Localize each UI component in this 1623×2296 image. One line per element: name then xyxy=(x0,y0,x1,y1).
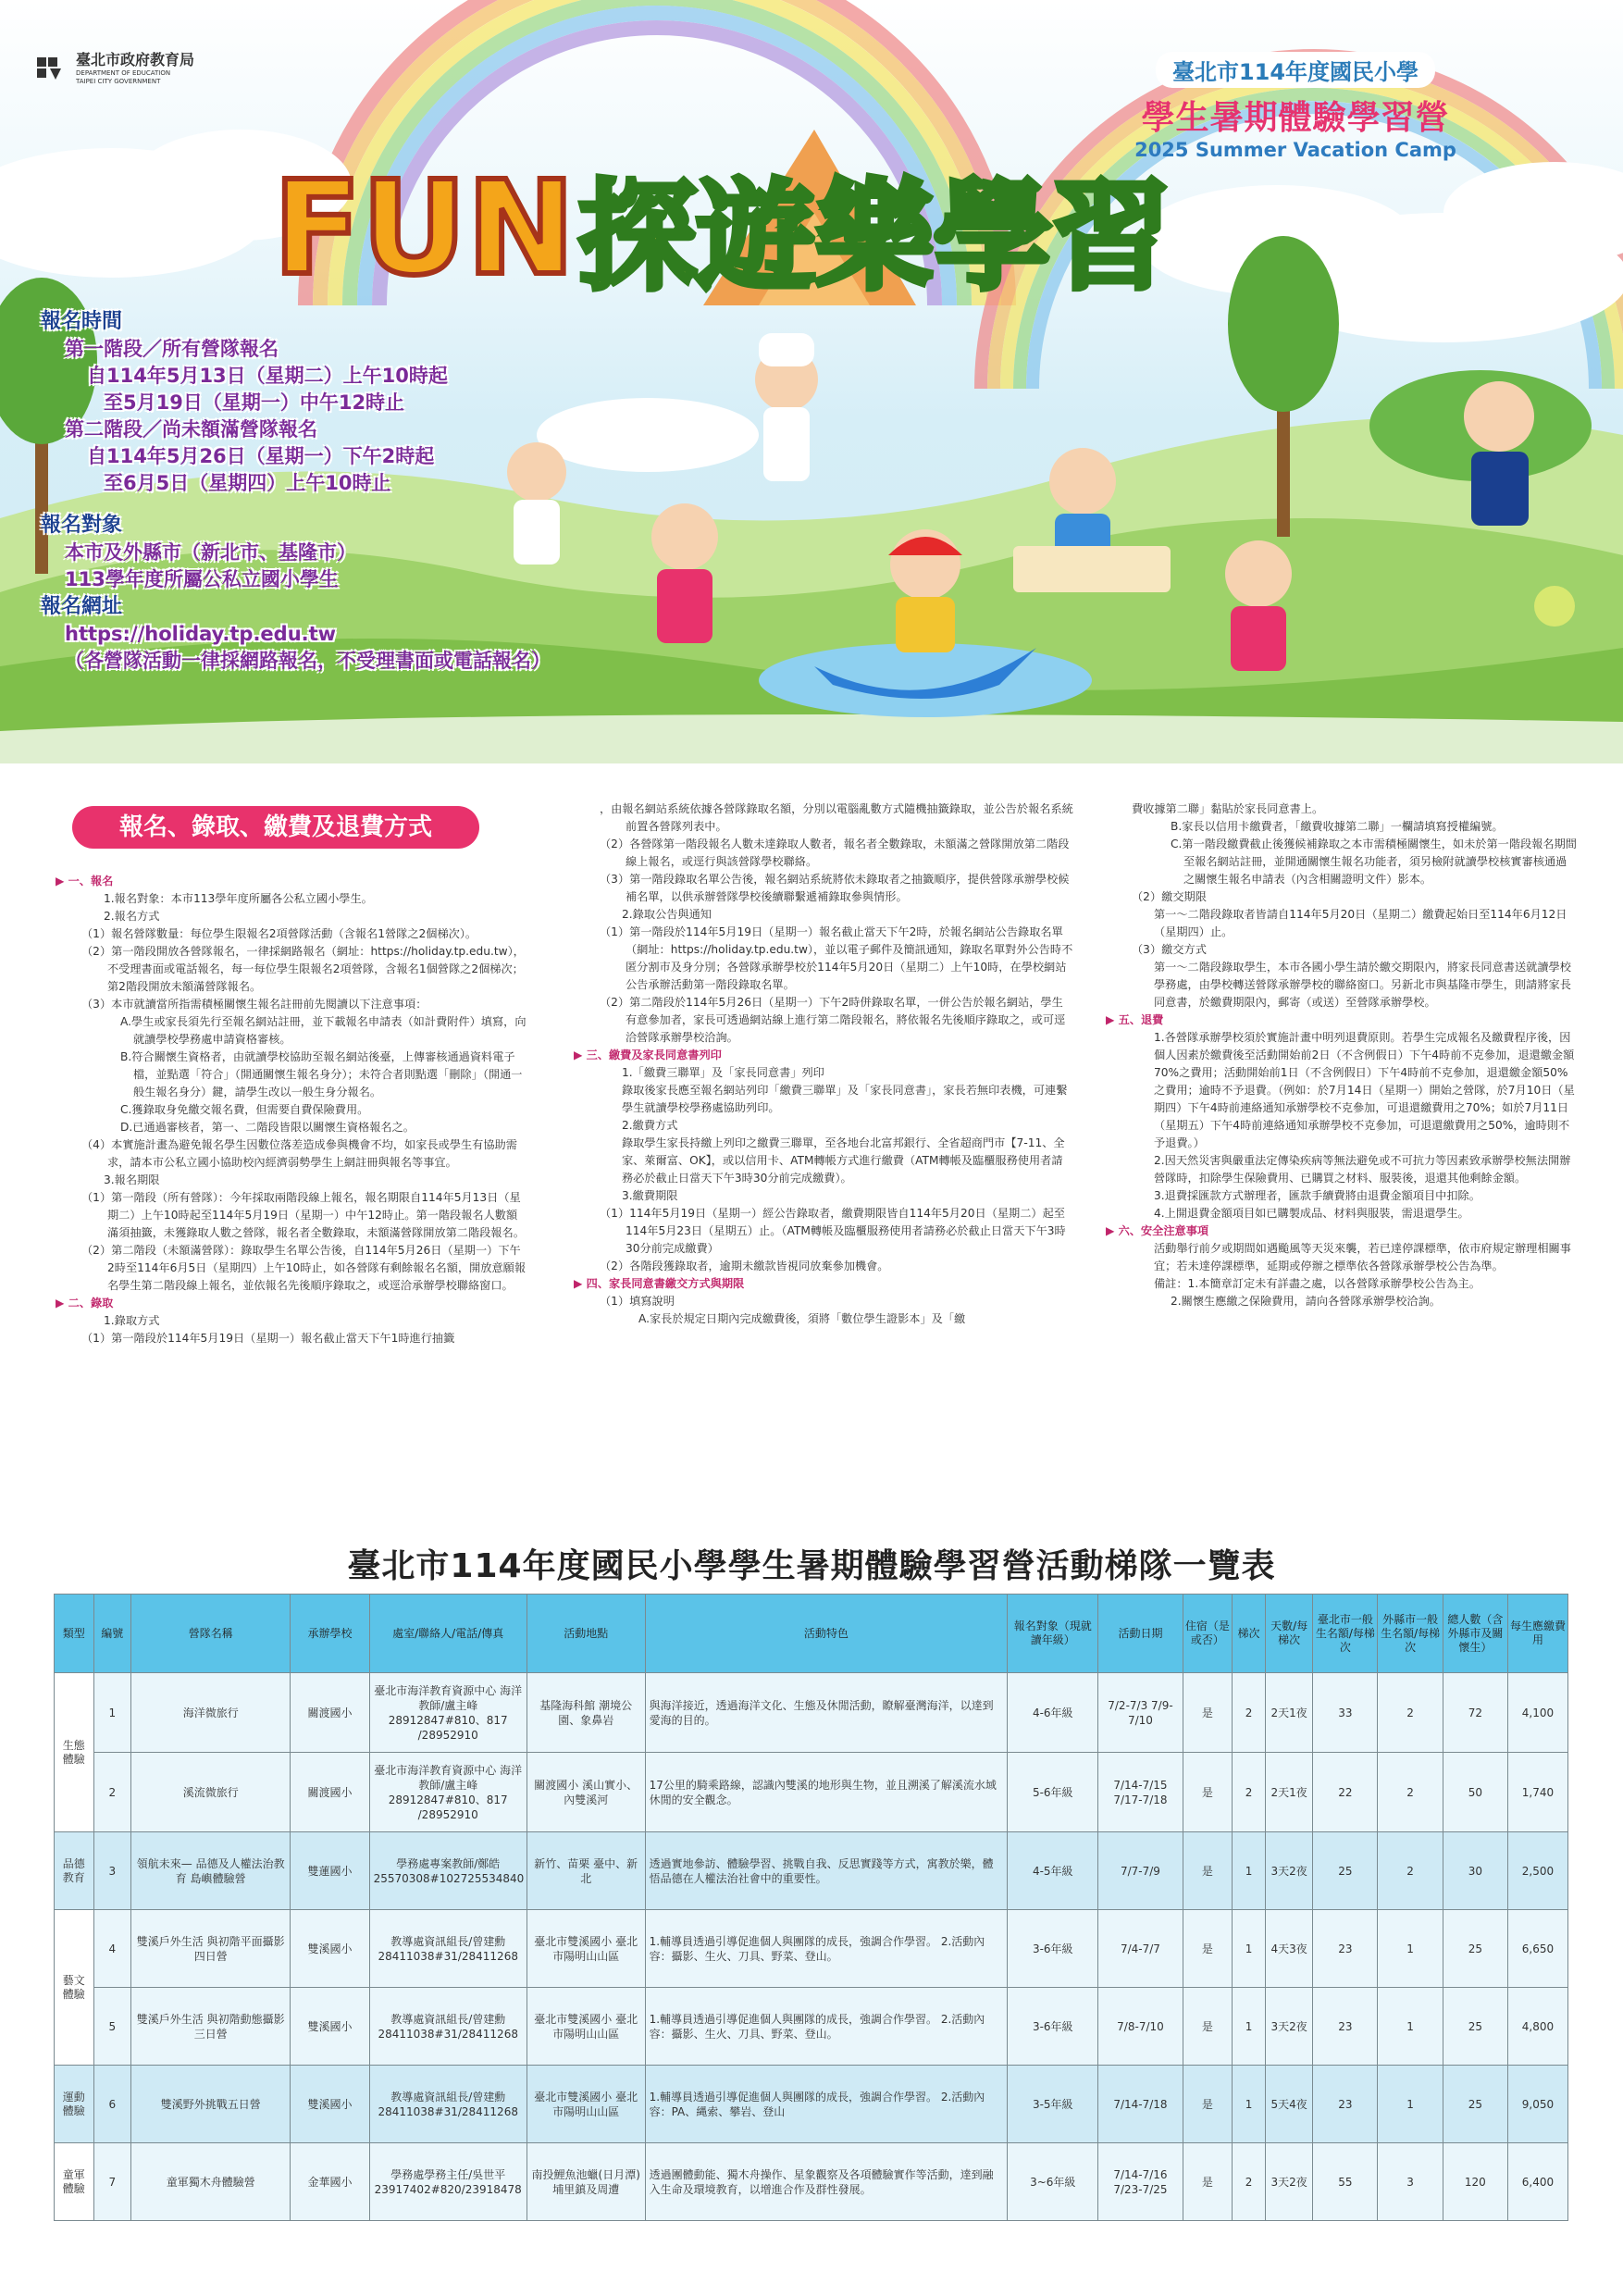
table-header-cell: 住宿（是或否） xyxy=(1183,1595,1232,1673)
rules-paragraph: 2.錄取公告與通知 xyxy=(622,908,712,921)
cell-grade: 4-5年級 xyxy=(1008,1832,1098,1910)
rules-paragraph: （1）填寫說明 xyxy=(600,1295,675,1308)
cell-no: 6 xyxy=(93,2066,130,2143)
registration-url-note: （各營隊活動一律採網路報名，不受理書面或電話報名） xyxy=(65,650,551,672)
cell-contact: 教導處資訊組長/曾建勳 28411038#31/28411268 xyxy=(369,1988,527,2066)
category-cell: 運動體驗 xyxy=(55,2066,94,2143)
cell-contact: 教導處資訊組長/曾建勳 28411038#31/28411268 xyxy=(369,2066,527,2143)
headline-rest: 探遊樂學習 xyxy=(578,168,1171,306)
cell-stay: 是 xyxy=(1183,1832,1232,1910)
cell-no: 2 xyxy=(93,1753,130,1832)
cell-school: 關渡國小 xyxy=(291,1673,369,1753)
cell-stay: 是 xyxy=(1183,1910,1232,1988)
cell-grade: 3-6年級 xyxy=(1008,1988,1098,2066)
registration-url[interactable]: https://holiday.tp.edu.tw xyxy=(65,623,337,645)
cell-days: 3天2夜 xyxy=(1266,1832,1313,1910)
cell-other: 1 xyxy=(1378,1988,1443,2066)
rules-paragraph: A.家長於規定日期內完成繳費後，須將「數位學生證影本」及「繳 xyxy=(638,1312,966,1325)
cell-total: 25 xyxy=(1443,2066,1507,2143)
rules-paragraph: B.家長以信用卡繳費者，「繳費收據第二聯」一欄請填寫授權編號。 xyxy=(1171,820,1504,833)
agency-emblem-icon xyxy=(35,52,67,83)
rules-paragraph: 3.退費採匯款方式辦理者，匯款手續費將由退費金額項目中扣除。 xyxy=(1154,1189,1481,1202)
cell-name: 雙溪戶外生活 與初階平面攝影四日營 xyxy=(131,1910,291,1988)
cell-tp: 23 xyxy=(1313,1910,1378,1988)
cell-sessions: 2 xyxy=(1232,2143,1265,2221)
cell-school: 金華國小 xyxy=(291,2143,369,2221)
headline-fun: FUN xyxy=(273,154,576,304)
table-row xyxy=(55,1910,1568,1988)
rules-paragraph: 2.因天然災害與嚴重法定傳染疾病等無法避免或不可抗力等因素致承辦學校無法開辦營隊時，扣除學生保險費用、已購買之材料、服裝後，退還其他剩餘金額。 xyxy=(1154,1154,1571,1185)
registration-target-heading: 報名對象 xyxy=(41,514,123,537)
camp-table-section xyxy=(0,1527,1623,2296)
stage1-to: 至5月19日（星期一）中午12時止 xyxy=(104,391,405,414)
cell-grade: 3-5年級 xyxy=(1008,2066,1098,2143)
cell-total: 120 xyxy=(1443,2143,1507,2221)
cell-other: 2 xyxy=(1378,1673,1443,1753)
agency-name-en-2: TAIPEI CITY GOVERNMENT xyxy=(76,78,161,85)
registration-url-heading: 報名網址 xyxy=(41,595,123,618)
cell-contact: 臺北市海洋教育資源中心 海洋教師/盧主峰 28912847#810、817 /28952910 xyxy=(369,1753,527,1832)
cell-dates: 7/8-7/10 xyxy=(1098,1988,1183,2066)
rules-section-heading: ▶ 五、退費 xyxy=(1106,1013,1164,1026)
rules-section-heading: ▶ 一、報名 xyxy=(56,875,114,887)
cell-total: 72 xyxy=(1443,1673,1507,1753)
rules-paragraph: （2）各營隊第一階段報名人數未達錄取人數者，報名者全數錄取，未額滿之營隊開放第二階段線上報名，或逕行與該營隊學校聯絡。 xyxy=(600,838,1070,868)
agency-logo xyxy=(35,48,194,86)
table-row xyxy=(55,1988,1568,2066)
rules-paragraph: （3）本市就讀當所指需積極關懷生報名註冊前先閱讀以下注意事項： xyxy=(81,998,427,1011)
hero-banner xyxy=(0,0,1623,763)
cell-contact: 臺北市海洋教育資源中心 海洋教師/盧主峰 28912847#810、817 /28952910 xyxy=(369,1673,527,1753)
cell-dates: 7/7-7/9 xyxy=(1098,1832,1183,1910)
rules-paragraph: 2.關懷生應繳之保險費用，請向各營隊承辦學校洽詢。 xyxy=(1171,1295,1441,1308)
cell-place: 臺北市雙溪國小 臺北市陽明山山區 xyxy=(527,1910,645,1988)
rules-paragraph: 第一～二階段錄取者皆請自114年5月20日（星期二）繳費起始日至114年6月12日（星期四）止。 xyxy=(1154,908,1567,938)
cell-place: 臺北市雙溪國小 臺北市陽明山山區 xyxy=(527,2066,645,2143)
cell-school: 雙溪國小 xyxy=(291,1988,369,2066)
rules-section-heading: ▶ 六、安全注意事項 xyxy=(1106,1224,1209,1237)
category-cell: 藝文體驗 xyxy=(55,1910,94,2066)
agency-name: 臺北市政府教育局 xyxy=(76,51,195,68)
table-header-cell: 活動日期 xyxy=(1098,1595,1183,1673)
cell-contact: 學務處學務主任/吳世平 23917402#820/23918478 xyxy=(369,2143,527,2221)
rules-paragraph: B.符合關懷生資格者，由就讀學校協助至報名網站後臺，上傳審核通過資料電子檔，並點選「符合」（開通關懷生報名身分）；未符合者則點選「刪除」（開通一般生報名身分）鍵，請學生改以一般生身分報名。 xyxy=(120,1050,523,1098)
cell-total: 25 xyxy=(1443,1910,1507,1988)
rules-paragraph: （1）第一階段於114年5月19日（星期一）報名截止當天下午1時進行抽籤 xyxy=(81,1332,455,1345)
category-cell: 品德教育 xyxy=(55,1832,94,1910)
cell-days: 5天4夜 xyxy=(1266,2066,1313,2143)
cell-name: 童軍獨木舟體驗營 xyxy=(131,2143,291,2221)
rules-paragraph: （1）114年5月19日（星期一）經公告錄取者，繳費期限皆自114年5月20日（星期二）起至114年5月23日（星期五）止。（ATM轉帳及臨櫃服務使用者請務必於截止日當天下午3時30分前完成繳費） xyxy=(600,1207,1066,1255)
camp-table xyxy=(54,1594,1568,2221)
rules-paragraph: ，由報名網站系統依據各營隊錄取名額，分別以電腦亂數方式隨機抽籤錄取，並公告於報名系統前置各營隊列表中。 xyxy=(600,802,1073,833)
cell-fee: 9,050 xyxy=(1507,2066,1567,2143)
cell-other: 3 xyxy=(1378,2143,1443,2221)
cell-days: 4天3夜 xyxy=(1266,1910,1313,1988)
cell-feature: 1.輔導員透過引導促進個人與團隊的成長，強調合作學習。 2.活動內容：攝影、生火、刀具、野菜、登山。 xyxy=(645,1988,1008,2066)
cell-name: 雙溪戶外生活 與初階動態攝影三日營 xyxy=(131,1988,291,2066)
cell-name: 雙溪野外挑戰五日營 xyxy=(131,2066,291,2143)
rules-paragraph: 費收據第二聯」黏貼於家長同意書上。 xyxy=(1132,802,1324,815)
rules-section xyxy=(0,763,1623,1522)
rules-paragraph: 1.錄取方式 xyxy=(104,1314,160,1327)
rules-paragraph: 錄取學生家長持繳上列印之繳費三聯單，至各地台北富邦銀行、全省超商門市【7-11、全家、萊爾富、OK】，或以信用卡、ATM轉帳方式進行繳費（ATM轉帳及臨櫃服務使用者請務必於截止日當天下午3時30分前完成繳費）。 xyxy=(622,1136,1065,1185)
agency-name-en-1: DEPARTMENT OF EDUCATION xyxy=(76,69,171,77)
rules-paragraph: 備註：1.本簡章訂定未有詳盡之處，以各營隊承辦學校公告為主。 xyxy=(1154,1277,1481,1290)
rules-paragraph: A.學生或家長須先行至報名網站註冊，並下載報名申請表（如計費附件）填寫，向就讀學校學務處申請資格審核。 xyxy=(120,1015,527,1046)
cell-tp: 55 xyxy=(1313,2143,1378,2221)
stage2-from: 自114年5月26日（星期一）下午2時起 xyxy=(87,445,435,467)
registration-info xyxy=(41,308,551,675)
headline-artwork xyxy=(236,111,1235,324)
cell-sessions: 1 xyxy=(1232,1910,1265,1988)
cell-total: 25 xyxy=(1443,1988,1507,2066)
rules-paragraph: 4.上開退費金額項目如已購製成品、材料與服裝，需退還學生。 xyxy=(1154,1207,1469,1220)
cell-school: 雙蓮國小 xyxy=(291,1832,369,1910)
cell-feature: 透過團體動能、獨木舟操作、星象觀察及各項體驗實作等活動，達到融入生命及環境教育，以增進合作及群性發展。 xyxy=(645,2143,1008,2221)
table-header-cell: 營隊名稱 xyxy=(131,1595,291,1673)
cell-stay: 是 xyxy=(1183,1753,1232,1832)
stage1-from: 自114年5月13日（星期二）上午10時起 xyxy=(87,365,448,387)
cell-dates: 7/4-7/7 xyxy=(1098,1910,1183,1988)
rules-paragraph: （3）第一階段錄取名單公告後，報名網站系統將依未錄取者之抽籤順序，提供營隊承辦學校候補名單，以供承辦營隊學校後續聯繫遞補錄取參與情形。 xyxy=(600,873,1070,903)
cell-no: 4 xyxy=(93,1910,130,1988)
cell-fee: 6,400 xyxy=(1507,2143,1567,2221)
camp-title: 學生暑期體驗學習營 xyxy=(1141,99,1450,137)
rules-paragraph: 2.報名方式 xyxy=(104,910,160,923)
cell-days: 3天2夜 xyxy=(1266,1988,1313,2066)
rules-paragraph: D.已通過審核者，第一、二階段皆限以關懷生資格報名之。 xyxy=(120,1121,415,1134)
cell-fee: 1,740 xyxy=(1507,1753,1567,1832)
table-header-cell: 活動地點 xyxy=(527,1595,645,1673)
rules-paragraph: C.第一階段繳費截止後獲候補錄取之本市需積極關懷生，如未於第一階段報名期間至報名網站註冊，並開通關懷生報名功能者，須另檢附就讀學校核實審核通過之關懷生報名申請表（內含相關證明文件）影本。 xyxy=(1171,838,1577,886)
cell-sessions: 1 xyxy=(1232,1832,1265,1910)
rules-column-1 xyxy=(56,873,527,1347)
rules-section-heading: ▶ 三、繳費及家長同意書列印 xyxy=(574,1049,722,1061)
cell-fee: 2,500 xyxy=(1507,1832,1567,1910)
table-header-cell: 總人數（含外縣市及關懷生） xyxy=(1443,1595,1507,1673)
cell-sessions: 2 xyxy=(1232,1673,1265,1753)
cell-other: 2 xyxy=(1378,1832,1443,1910)
cell-days: 2天1夜 xyxy=(1266,1673,1313,1753)
table-row xyxy=(55,1753,1568,1832)
rules-paragraph: （1）第一階段於114年5月19日（星期一）報名截止當天下午2時，於報名網站公告錄取名單（網址：https://holiday.tp.edu.tw），並以電子郵件及簡訊通知，錄取名單對外公告時不匿分割市及身分別；各營隊承辦學校於114年5月20日（星期二）上午10時，在學校網站公告承辦活動第一階段錄取名單。 xyxy=(600,925,1073,991)
table-header-cell: 活動特色 xyxy=(645,1595,1008,1673)
cell-contact: 教導處資訊組長/曾建勳 28411038#31/28411268 xyxy=(369,1910,527,1988)
cell-name: 溪流微旅行 xyxy=(131,1753,291,1832)
cell-stay: 是 xyxy=(1183,2143,1232,2221)
cell-dates: 7/2-7/3 7/9-7/10 xyxy=(1098,1673,1183,1753)
rules-paragraph: （2）繳交期限 xyxy=(1132,890,1207,903)
rules-paragraph: 1.「繳費三聯單」及「家長同意書」列印 xyxy=(622,1066,824,1079)
cell-grade: 5-6年級 xyxy=(1008,1753,1098,1832)
cell-feature: 1.輔導員透過引導促進個人與團隊的成長，強調合作學習。 2.活動內容：PA、縄索、攀岩、登山 xyxy=(645,2066,1008,2143)
table-header-cell: 處室/聯絡人/電話/傳真 xyxy=(369,1595,527,1673)
table-row xyxy=(55,1673,1568,1753)
rules-paragraph: （2）第二階段於114年5月26日（星期一）下午2時併錄取名單，一併公告於報名網站，學生有意參加者，家長可透過網站線上進行第二階段報名，將依報名先後順序錄取之，或可逕洽營隊承辦學校洽詢。 xyxy=(600,996,1066,1044)
rules-paragraph: （1）報名營隊數量：每位學生限報名2項營隊活動（含報名1營隊之2個梯次）。 xyxy=(81,927,477,940)
cell-fee: 4,100 xyxy=(1507,1673,1567,1753)
cell-other: 1 xyxy=(1378,1910,1443,1988)
cell-other: 2 xyxy=(1378,1753,1443,1832)
cell-school: 關渡國小 xyxy=(291,1753,369,1832)
rules-paragraph: （4）本實施計畫為避免報名學生因數位落差造成參與機會不均，如家長或學生有協助需求，請本市公私立國小協助校內經濟弱勢學生上網註冊與報名等事宜。 xyxy=(81,1138,517,1169)
cell-other: 1 xyxy=(1378,2066,1443,2143)
table-header-cell: 每生應繳費用 xyxy=(1507,1595,1567,1673)
table-row xyxy=(55,1832,1568,1910)
cell-feature: 透過實地參訪、體驗學習、挑戰自我、反思實踐等方式，寓教於樂，體悟品德在人權法治社會中的重要性。 xyxy=(645,1832,1008,1910)
target-line-1: 本市及外縣市（新北市、基隆市） xyxy=(65,541,356,564)
table-header-row xyxy=(55,1595,1568,1673)
cell-total: 50 xyxy=(1443,1753,1507,1832)
rules-paragraph: （2）第二階段（未額滿營隊）：錄取學生名單公告後，自114年5月26日（星期一）下午2時至114年6月5日（星期四）上午10時止，如各營隊有剩餘報名名額，開放意願報名學生第二階段線上報名，並依報名先後順序錄取之，或逕洽承辦學校聯絡窗口。 xyxy=(81,1244,527,1292)
rules-paragraph: 2.繳費方式 xyxy=(622,1119,678,1132)
cell-name: 領航未來— 品德及人權法治教育 島嶼體驗營 xyxy=(131,1832,291,1910)
cell-sessions: 1 xyxy=(1232,2066,1265,2143)
rules-paragraph: （2）各階段獲錄取者，逾期未繳款皆視同放棄參加機會。 xyxy=(600,1260,889,1272)
table-row xyxy=(55,2066,1568,2143)
cell-feature: 17公里的騎乘路線，認識內雙溪的地形與生物，並且溯溪了解溪流水域休閒的安全觀念。 xyxy=(645,1753,1008,1832)
cell-dates: 7/14-7/15 7/17-7/18 xyxy=(1098,1753,1183,1832)
table-header-cell: 類型 xyxy=(55,1595,94,1673)
cell-tp: 22 xyxy=(1313,1753,1378,1832)
cell-fee: 6,650 xyxy=(1507,1910,1567,1988)
cell-sessions: 2 xyxy=(1232,1753,1265,1832)
cell-no: 7 xyxy=(93,2143,130,2221)
table-header-cell: 承辦學校 xyxy=(291,1595,369,1673)
registration-time-heading: 報名時間 xyxy=(41,310,123,333)
cell-grade: 3-6年級 xyxy=(1008,1910,1098,1988)
rules-paragraph: （2）第一階段開放各營隊報名，一律採網路報名（網址：https://holiday.tp.edu.tw），不受理書面或電話報名，每一每位學生限報名2項營隊，含報名1個營隊之2個梯次；第2階段開放未額滿營隊報名。 xyxy=(81,945,525,993)
table-header-cell: 臺北市一般生名額/每梯次 xyxy=(1313,1595,1378,1673)
cell-tp: 33 xyxy=(1313,1673,1378,1753)
rules-column-3 xyxy=(1106,800,1578,1310)
table-header-cell: 編號 xyxy=(93,1595,130,1673)
stage1-title: 第一階段／所有營隊報名 xyxy=(65,338,279,360)
cell-place: 臺北市雙溪國小 臺北市陽明山山區 xyxy=(527,1988,645,2066)
rules-section-heading: ▶ 二、錄取 xyxy=(56,1297,114,1309)
stage2-title: 第二階段／尚未額滿營隊報名 xyxy=(65,418,317,441)
rules-heading-pill: 報名、錄取、繳費及退費方式 xyxy=(72,806,479,849)
cell-fee: 4,800 xyxy=(1507,1988,1567,2066)
rules-paragraph: 1.各營隊承辦學校須於實施計畫中明列退費原則。若學生完成報名及繳費程序後，因個人因素於繳費後至活動開始前2日（不含例假日）下午4時前不克參加，退還繳金額70%之費用；活動開始前1日（不含例假日）下午4時前不克參加，退還繳金額50%之費用；逾時不予退費。（例如：於7月14日（星期一）開始之營隊，於7月10日（星期四）下午4時前連絡通知承辦學校不克參加，可退還繳費用之70%；如於7月11日（星期五）下午4時前連絡通知承辦學校不克參加，可退還繳費用之50%，逾時則不予退費。） xyxy=(1154,1031,1575,1149)
table-header-cell: 天數/每梯次 xyxy=(1266,1595,1313,1673)
camp-title-en: 2025 Summer Vacation Camp xyxy=(1134,139,1456,161)
rules-paragraph: 3.繳費期限 xyxy=(622,1189,678,1202)
cell-days: 2天1夜 xyxy=(1266,1753,1313,1832)
cell-stay: 是 xyxy=(1183,2066,1232,2143)
table-row xyxy=(55,2143,1568,2221)
cell-place: 新竹、苗栗 臺中、新北 xyxy=(527,1832,645,1910)
table-body xyxy=(55,1673,1568,2221)
cell-dates: 7/14-7/18 xyxy=(1098,2066,1183,2143)
rules-paragraph: 錄取後家長應至報名網站列印「繳費三聯單」及「家長同意書」，家長若無印表機，可連繫學生就讀學校學務處協助列印。 xyxy=(622,1084,1068,1114)
camp-year-line: 臺北市114年度國民小學 xyxy=(1156,52,1435,88)
table-header-cell: 梯次 xyxy=(1232,1595,1265,1673)
cell-contact: 學務處專案教師/鄭皓 25570308#102725534840 xyxy=(369,1832,527,1910)
table-title: 臺北市114年度國民小學學生暑期體驗學習營活動梯隊一覽表 xyxy=(347,1547,1276,1585)
cell-tp: 23 xyxy=(1313,1988,1378,2066)
rules-paragraph: 活動舉行前夕或期間如遇颱風等天災來襲，若已達停課標準，依市府規定辦理相關事宜；若未達停課標準，延期或停辦之標準依各營隊承辦學校公告為準。 xyxy=(1154,1242,1571,1272)
rules-paragraph: 第一～二階段錄取學生，本市各國小學生請於繳交期限內，將家長同意書送就讀學校學務處，由學校轉送營隊承辦學校的聯絡窗口。另新北市與基隆市學生，則請將家長同意書，於繳費期限內，郵寄（或送）至營隊承辦學校。 xyxy=(1154,961,1571,1009)
cell-grade: 3~6年級 xyxy=(1008,2143,1098,2221)
cell-name: 海洋微旅行 xyxy=(131,1673,291,1753)
cell-tp: 25 xyxy=(1313,1832,1378,1910)
cell-school: 雙溪國小 xyxy=(291,1910,369,1988)
cell-tp: 23 xyxy=(1313,2066,1378,2143)
table-header-cell: 報名對象（現就讀年級） xyxy=(1008,1595,1098,1673)
rules-paragraph: C.獲錄取身免繳交報名費，但需要自費保險費用。 xyxy=(120,1103,369,1116)
stage2-to: 至6月5日（星期四）上午10時止 xyxy=(104,472,391,494)
rules-paragraph: 3.報名期限 xyxy=(104,1173,160,1186)
cell-dates: 7/14-7/16 7/23-7/25 xyxy=(1098,2143,1183,2221)
cell-school: 雙溪國小 xyxy=(291,2066,369,2143)
cell-stay: 是 xyxy=(1183,1988,1232,2066)
rules-paragraph: （3）繳交方式 xyxy=(1132,943,1207,956)
cell-no: 1 xyxy=(93,1673,130,1753)
cell-grade: 4-6年級 xyxy=(1008,1673,1098,1753)
target-line-2: 113學年度所屬公私立國小學生 xyxy=(65,568,339,590)
cell-place: 基隆海科館 潮境公園、象鼻岩 xyxy=(527,1673,645,1753)
rules-paragraph: 1.報名對象：本市113學年度所屬各公私立國小學生。 xyxy=(104,892,373,905)
cell-feature: 與海洋接近，透過海洋文化、生態及休閒活動，瞭解臺灣海洋，以達到愛海的目的。 xyxy=(645,1673,1008,1753)
category-cell: 童軍體驗 xyxy=(55,2143,94,2221)
cell-place: 關渡國小 溪山實小、內雙溪河 xyxy=(527,1753,645,1832)
cell-days: 3天2夜 xyxy=(1266,2143,1313,2221)
category-cell: 生態體驗 xyxy=(55,1673,94,1832)
cell-total: 30 xyxy=(1443,1832,1507,1910)
cell-no: 3 xyxy=(93,1832,130,1910)
cell-sessions: 1 xyxy=(1232,1988,1265,2066)
cell-no: 5 xyxy=(93,1988,130,2066)
table-header-cell: 外縣市一般生名額/每梯次 xyxy=(1378,1595,1443,1673)
cell-feature: 1.輔導員透過引導促進個人與團隊的成長，強調合作學習。 2.活動內容：攝影、生火、刀具、野菜、登山。 xyxy=(645,1910,1008,1988)
rules-column-2 xyxy=(574,800,1073,1328)
rules-section-heading: ▶ 四、家長同意書繳交方式與期限 xyxy=(574,1277,745,1290)
cell-place: 南投鯉魚池蠟(日月潭) 埔里鎮及周遭 xyxy=(527,2143,645,2221)
rules-paragraph: （1）第一階段（所有營隊）：今年採取兩階段線上報名，報名期限自114年5月13日（星期二）上午10時起至114年5月19日（星期一）中午12時止。第一階段報名人數額滿須抽籤，未獲錄取人數之營隊，報名者全數錄取，未額滿營隊開放第二階段報名。 xyxy=(81,1191,525,1239)
cell-stay: 是 xyxy=(1183,1673,1232,1753)
